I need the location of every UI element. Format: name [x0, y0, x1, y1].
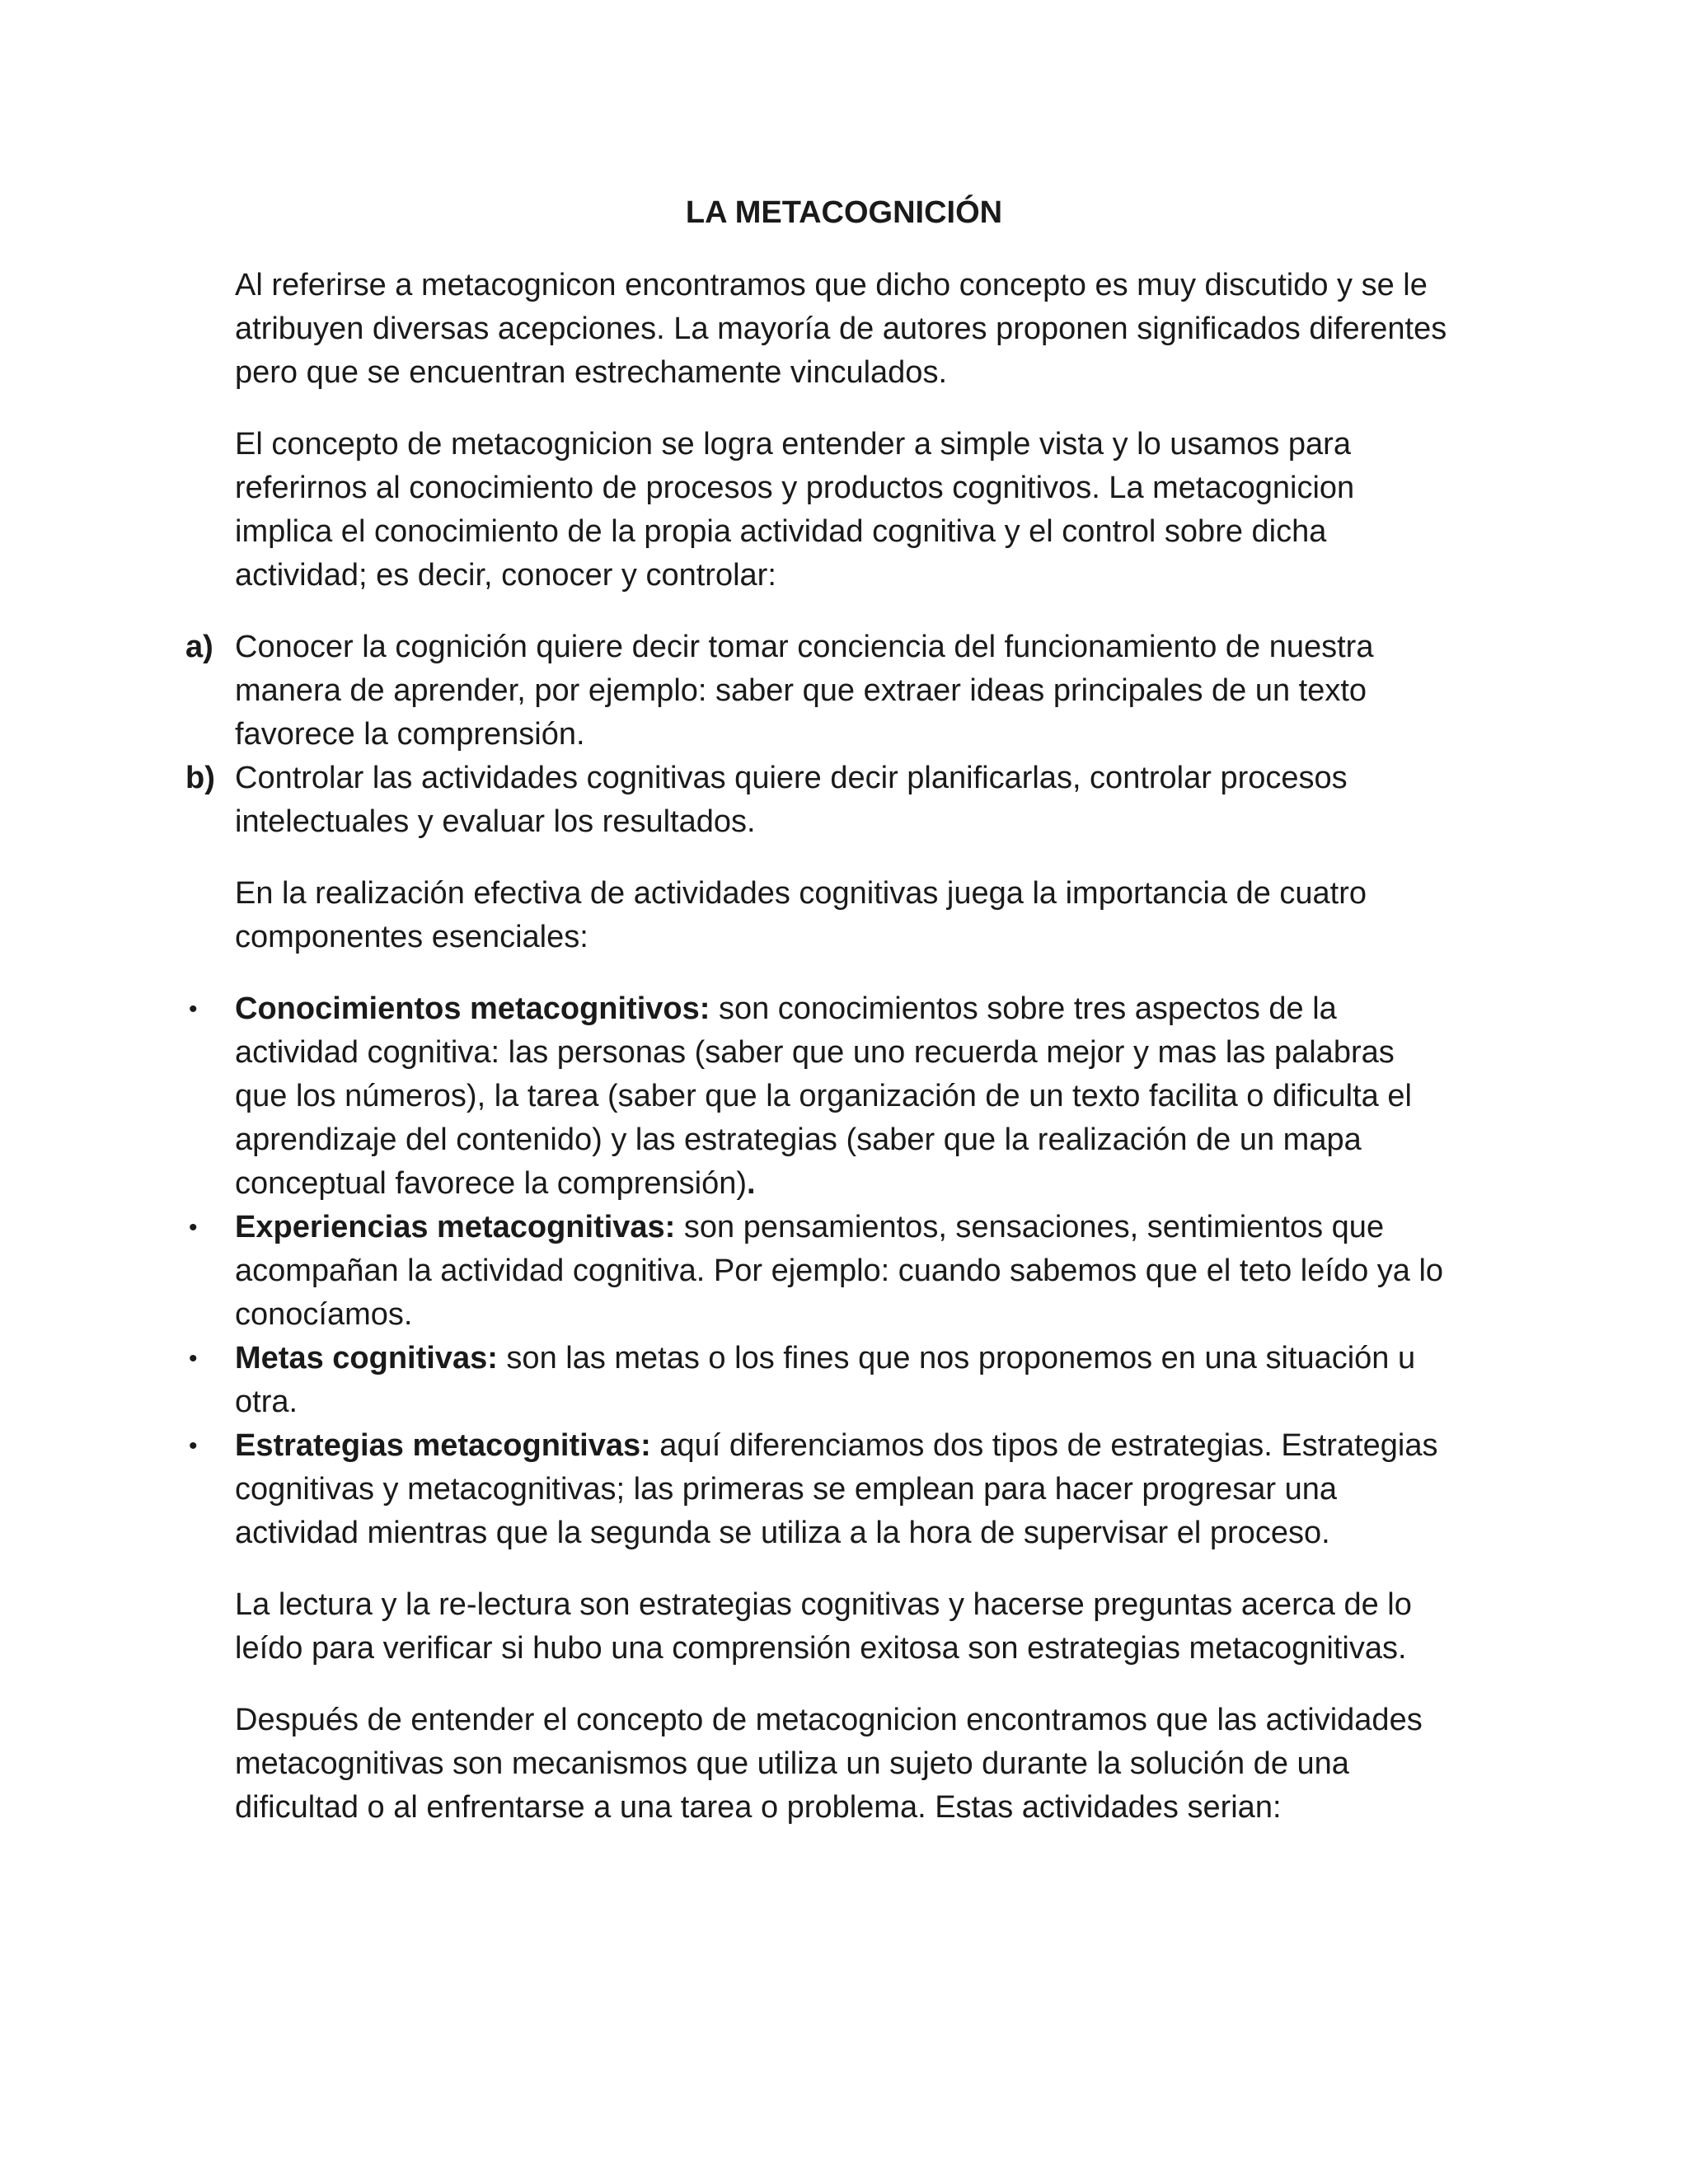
list-item-text: son las metas o los fines que nos proponemos en una situación u otra. — [235, 1341, 1416, 1419]
list-item-end: . — [747, 1166, 756, 1201]
list-item-text: aquí diferenciamos dos tipos de estrategias. Estrategias cognitivas y metacognitivas; las primeras se emplean para hacer progresar una actividad mientras que la segunda se utiliza a la hora de supervisar el proceso. — [235, 1428, 1438, 1550]
final-paragraph: Después de entender el concepto de metacognicion encontramos que las actividades metacognitivas son mecanismos que utiliza un sujeto durante la solución de una dificultad o al enfrentarse a una tarea o problema. Estas actividades serian: — [235, 1703, 1423, 1825]
intro-paragraph: Al referirse a metacognicon encontramos que dicho concepto es muy discutido y se le atribuyen diversas acepciones. La mayoría de autores proponen significados diferentes pero que se encuentran estrechamente vinculados. — [235, 268, 1447, 390]
list-item — [189, 1337, 1455, 1424]
bullet-icon: • — [189, 1432, 198, 1460]
document-title: LA METACOGNICIÓN — [685, 195, 1003, 230]
list-item — [189, 987, 1455, 1206]
bullet-icon: • — [189, 996, 198, 1023]
list-item-text: Conocer la cognición quiere decir tomar conciencia del funcionamiento de nuestra manera de aprender, por ejemplo: saber que extraer ideas principales de un texto favorece la comprensión. — [235, 630, 1374, 752]
list-item-text: son conocimientos sobre tres aspectos de la actividad cognitiva: las personas (saber que uno recuerda mejor y mas las palabras que los números), la tarea (saber que la organización de un texto facilita o dificulta el aprendizaje del contenido) y las estrategias (saber que la realización de un mapa conceptual favorece la comprensión) — [235, 991, 1412, 1201]
bullet-list — [189, 987, 1455, 1555]
bullet-icon: • — [189, 1345, 198, 1372]
list-item — [185, 626, 1455, 757]
list-item — [189, 1206, 1455, 1337]
list-item-term: Estrategias metacognitivas: — [235, 1428, 651, 1463]
document-body — [185, 264, 1455, 1858]
lettered-list — [185, 626, 1455, 844]
reading-paragraph: La lectura y la re-lectura son estrategias cognitivas y hacerse preguntas acerca de lo leído para verificar si hubo una comprensión exitosa son estrategias metacognitivas. — [235, 1587, 1412, 1666]
list-item — [185, 757, 1455, 844]
list-item — [189, 1424, 1455, 1555]
bullet-icon: • — [189, 1214, 198, 1241]
list-item-term: Experiencias metacognitivas: — [235, 1210, 676, 1244]
list-item-term: Metas cognitivas: — [235, 1341, 498, 1376]
list-item-term: Conocimientos metacognitivos: — [235, 991, 710, 1026]
components-paragraph: En la realización efectiva de actividades cognitivas juega la importancia de cuatro componentes esenciales: — [235, 876, 1367, 954]
list-marker: a) — [185, 630, 213, 664]
concept-paragraph: El concepto de metacognicion se logra entender a simple vista y lo usamos para referirnos al conocimiento de procesos y productos cognitivos. La metacognicion implica el conocimiento de la propia actividad cognitiva y el control sobre dicha actividad; es decir, conocer y controlar: — [235, 427, 1355, 593]
list-marker: b) — [185, 761, 215, 795]
list-item-text: Controlar las actividades cognitivas quiere decir planificarlas, controlar procesos intelectuales y evaluar los resultados. — [235, 761, 1348, 839]
list-item-text: son pensamientos, sensaciones, sentimientos que acompañan la actividad cognitiva. Por ejemplo: cuando sabemos que el teto leído ya lo conocíamos. — [235, 1210, 1444, 1332]
